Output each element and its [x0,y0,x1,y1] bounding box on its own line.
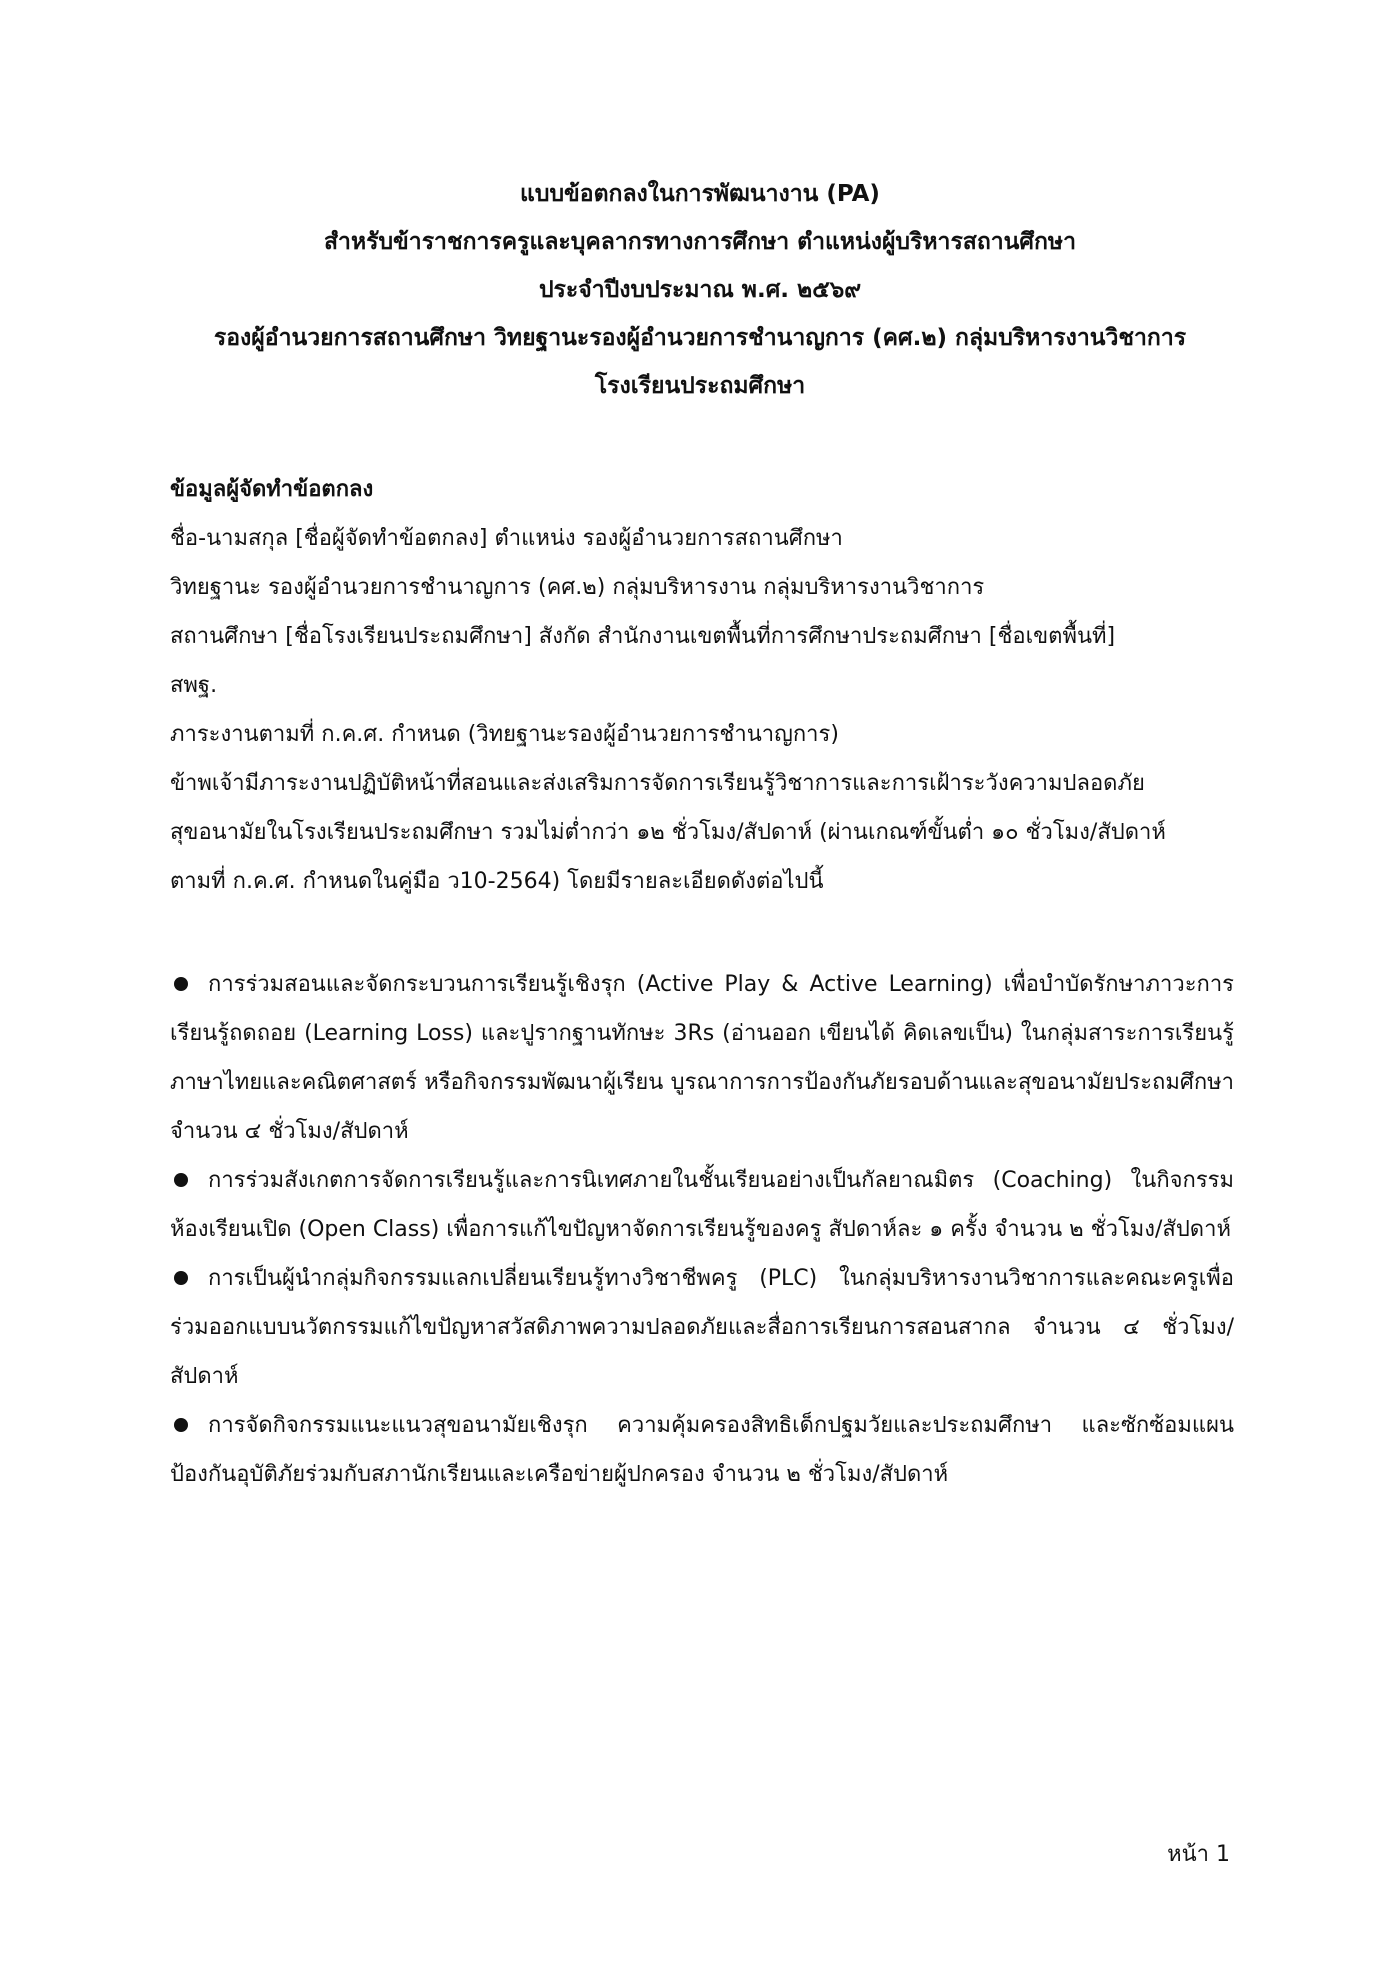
info-school-line-cont: สพฐ. [170,673,218,698]
info-section [170,465,1234,906]
workload-desc-2: สุขอนามัยในโรงเรียนประถมศึกษา รวมไม่ต่ำกว่า ๑๒ ชั่วโมง/สัปดาห์ (ผ่านเกณฑ์ขั้นต่ำ ๑๐ ชั่วโมง/สัปดาห์ [170,820,1166,845]
header-fiscal-year: ประจำปีงบประมาณ พ.ศ. ๒๕๖๙ [538,277,862,303]
list-item [170,960,1234,1156]
bullet-icon [174,1271,188,1285]
bullet-text: การร่วมสังเกตการจัดการเรียนรู้และการนิเทศภายในชั้นเรียนอย่างเป็นกัลยาณมิตร (Coaching) ในกิจกรรมห้องเรียนเปิด (Open Class) เพื่อการแก้ไขปัญหาจัดการเรียนรู้ของครู สัปดาห์ละ ๑ ครั้ง จำนวน ๒ ชั่วโมง/สัปดาห์ [170,1168,1234,1242]
bullet-icon [174,1173,188,1187]
info-rank-line: วิทยฐานะ รองผู้อำนวยการชำนาญการ (คศ.๒) กลุ่มบริหารงาน กลุ่มบริหารงานวิชาการ [170,575,985,600]
bullet-text: การเป็นผู้นำกลุ่มกิจกรรมแลกเปลี่ยนเรียนรู้ทางวิชาชีพครู (PLC) ในกลุ่มบริหารงานวิชาการและคณะครูเพื่อร่วมออกแบบนวัตกรรมแก้ไขปัญหาสวัสดิภาพความปลอดภัยและสื่อการเรียนการสอนสากล จำนวน ๔ ชั่วโมง/สัปดาห์ [170,1266,1234,1389]
bullet-icon [174,977,188,991]
workload-title: ภาระงานตามที่ ก.ค.ศ. กำหนด (วิทยฐานะรองผู้อำนวยการชำนาญการ) [170,722,839,747]
workload-desc-1: ข้าพเจ้ามีภาระงานปฏิบัติหน้าที่สอนและส่งเสริมการจัดการเรียนรู้วิชาการและการเฝ้าระวังความปลอดภัย [170,771,1145,796]
header-school: โรงเรียนประถมศึกษา [594,373,806,399]
page-number: หน้า 1 [1167,1842,1230,1867]
info-section-title: ข้อมูลผู้จัดทำข้อตกลง [170,477,374,502]
list-item [170,1254,1234,1401]
bullet-text: การร่วมสอนและจัดกระบวนการเรียนรู้เชิงรุก (Active Play & Active Learning) เพื่อบำบัดรักษาภาวะการเรียนรู้ถดถอย (Learning Loss) และปูรากฐานทักษะ 3Rs (อ่านออก เขียนได้ คิดเลขเป็น) ในกลุ่มสาระการเรียนรู้ภาษาไทยและคณิตศาสตร์ หรือกิจกรรมพัฒนาผู้เรียน บูรณาการการป้องกันภัยรอบด้านและสุขอนามัยประถมศึกษา จำนวน ๔ ชั่วโมง/สัปดาห์ [170,972,1234,1144]
info-name-line: ชื่อ-นามสกุล [ชื่อผู้จัดทำข้อตกลง] ตำแหน่ง รองผู้อำนวยการสถานศึกษา [170,526,843,551]
header-title: แบบข้อตกลงในการพัฒนางาน (PA) [520,181,880,207]
list-item [170,1156,1234,1254]
document-header [0,170,1400,410]
bullet-text: การจัดกิจกรรมแนะแนวสุขอนามัยเชิงรุก ความคุ้มครองสิทธิเด็กปฐมวัยและประถมศึกษา และซักซ้อมแผนป้องกันอุบัติภัยร่วมกับสภานักเรียนและเครือข่ายผู้ปกครอง จำนวน ๒ ชั่วโมง/สัปดาห์ [170,1413,1234,1487]
info-school-line: สถานศึกษา [ชื่อโรงเรียนประถมศึกษา] สังกัด สำนักงานเขตพื้นที่การศึกษาประถมศึกษา [ชื่อเขตพื้นที่] [170,624,1116,649]
bullet-icon [174,1418,188,1432]
header-position: รองผู้อำนวยการสถานศึกษา วิทยฐานะรองผู้อำนวยการชำนาญการ (คศ.๒) กลุ่มบริหารงานวิชาการ [213,325,1187,351]
workload-bullet-list [170,960,1234,1499]
list-item [170,1401,1234,1499]
header-subtitle: สำหรับข้าราชการครูและบุคลากรทางการศึกษา ตำแหน่งผู้บริหารสถานศึกษา [323,229,1077,255]
workload-desc-3: ตามที่ ก.ค.ศ. กำหนดในคู่มือ ว10-2564) โดยมีรายละเอียดดังต่อไปนี้ [170,869,824,894]
